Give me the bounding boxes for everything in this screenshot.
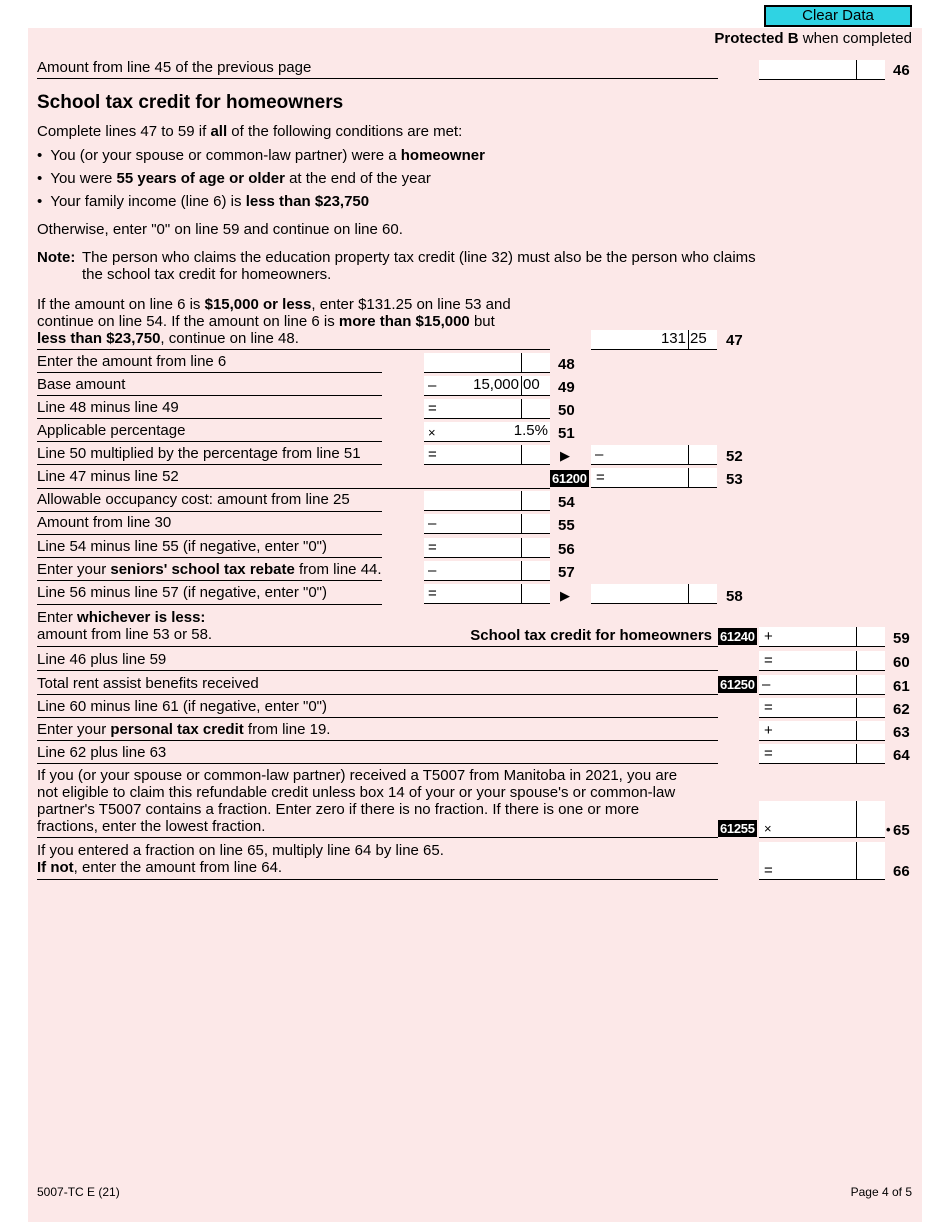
line63-label: Enter your personal tax credit from line 19. [37, 721, 331, 738]
line65-text-4: fractions, enter the lowest fraction. [37, 818, 266, 835]
line57-input[interactable] [424, 561, 550, 581]
line49-label: Base amount [37, 376, 126, 393]
line58-arrow: ▶ [560, 588, 570, 603]
line47-text-2: continue on line 54. If the amount on line 6 is more than $15,000 but [37, 313, 495, 330]
line59-operator: + [764, 628, 773, 645]
intro-text: Complete lines 47 to 59 if all of the following conditions are met: [37, 123, 463, 140]
line-number-55: 55 [558, 517, 575, 534]
page-number: Page 4 of 5 [850, 1185, 912, 1199]
line47-dollars: 131 [660, 330, 686, 347]
line59-code: 61240 [720, 629, 755, 644]
line-number-59: 59 [893, 630, 910, 647]
line57-operator: – [428, 562, 437, 579]
line52-input[interactable] [591, 445, 717, 465]
line-number-51: 51 [558, 425, 575, 442]
line59-title: School tax credit for homeowners [470, 627, 712, 644]
line65-text-3: partner's T5007 contains a fraction. Enter zero if there is no fraction. If there is one or more [37, 801, 640, 818]
line50-input[interactable] [424, 399, 550, 419]
line62-input[interactable] [759, 698, 885, 718]
line-number-54: 54 [558, 494, 575, 511]
line49-dollars: 15,000 [473, 376, 519, 393]
line52-calc-input[interactable] [424, 445, 550, 465]
line56-operator: = [428, 539, 437, 556]
line-number-49: 49 [558, 379, 575, 396]
line49-operator: – [428, 377, 437, 394]
clear-data-button[interactable]: Clear Data [764, 5, 912, 27]
line66-operator: = [764, 862, 773, 879]
line59-label-2: amount from line 53 or 58. [37, 626, 213, 643]
line48-input[interactable] [424, 353, 550, 373]
line61-operator: – [762, 676, 771, 693]
line63-input[interactable] [759, 721, 885, 741]
line58-operator: = [428, 585, 437, 602]
line59-label: Enter whichever is less: [37, 609, 206, 626]
line62-label: Line 60 minus line 61 (if negative, enter "0") [37, 698, 327, 715]
line66-text-2: If not, enter the amount from line 64. [37, 859, 283, 876]
line64-input[interactable] [759, 744, 885, 764]
line-number-65: 65 [893, 822, 910, 839]
line59-input[interactable] [759, 627, 885, 647]
line46-input[interactable] [759, 60, 885, 80]
line-number-64: 64 [893, 747, 910, 764]
line55-label: Amount from line 30 [37, 514, 172, 531]
line65-text-2: not eligible to claim this refundable credit unless box 14 of your or your spouse's or common-law [37, 784, 676, 801]
line64-label: Line 62 plus line 63 [37, 744, 167, 761]
line50-label: Line 48 minus line 49 [37, 399, 179, 416]
line-number-60: 60 [893, 654, 910, 671]
line-number-61: 61 [893, 678, 910, 695]
line65-code: 61255 [720, 821, 755, 836]
line49-cents: 00 [523, 376, 540, 393]
line52-arrow: ▶ [560, 448, 570, 463]
line-number-58: 58 [726, 588, 743, 605]
line-number-46: 46 [893, 62, 910, 79]
line-number-56: 56 [558, 541, 575, 558]
line54-label: Allowable occupancy cost: amount from line 25 [37, 491, 350, 508]
line-number-66: 66 [893, 863, 910, 880]
line55-input[interactable] [424, 514, 550, 534]
line47-text-1: If the amount on line 6 is $15,000 or less, enter $131.25 on line 53 and [37, 296, 511, 313]
line51-operator: × [428, 425, 436, 440]
line61-code: 61250 [720, 677, 755, 692]
line-number-62: 62 [893, 701, 910, 718]
line61-input[interactable] [759, 675, 885, 695]
line65-bullet: • [886, 822, 891, 837]
line60-input[interactable] [759, 651, 885, 671]
line52-operator-2: – [595, 446, 604, 463]
section-title: School tax credit for homeowners [37, 92, 344, 113]
line-number-57: 57 [558, 564, 575, 581]
line-number-63: 63 [893, 724, 910, 741]
line50-operator: = [428, 400, 437, 417]
line63-operator: + [764, 722, 773, 739]
condition-2: • You were 55 years of age or older at the end of the year [37, 170, 431, 187]
line52-operator: = [428, 446, 437, 463]
note-line-2: the school tax credit for homeowners. [82, 266, 332, 283]
line58-label: Line 56 minus line 57 (if negative, enter "0") [37, 584, 327, 601]
line-number-47: 47 [726, 332, 743, 349]
line65-input[interactable] [759, 801, 885, 838]
line60-label: Line 46 plus line 59 [37, 651, 167, 668]
line46-label: Amount from line 45 of the previous page [37, 59, 312, 76]
condition-3: • Your family income (line 6) is less than $23,750 [37, 193, 370, 210]
otherwise-text: Otherwise, enter "0" on line 59 and continue on line 60. [37, 221, 403, 238]
line65-text-1: If you (or your spouse or common-law partner) received a T5007 from Manitoba in 2021, you are [37, 767, 678, 784]
line60-operator: = [764, 652, 773, 669]
line66-text-1: If you entered a fraction on line 65, multiply line 64 by line 65. [37, 842, 444, 859]
line47-text-3: less than $23,750, continue on line 48. [37, 330, 299, 347]
form-id: 5007-TC E (21) [37, 1185, 120, 1199]
line58-calc-input[interactable] [424, 584, 550, 604]
line64-operator: = [764, 745, 773, 762]
line53-operator: = [596, 469, 605, 486]
line62-operator: = [764, 699, 773, 716]
note-line-1: The person who claims the education property tax credit (line 32) must also be the person who claims [82, 249, 756, 266]
line53-code: 61200 [552, 471, 587, 486]
line66-input[interactable] [759, 842, 885, 880]
line-number-52: 52 [726, 448, 743, 465]
line51-value: 1.5% [513, 422, 548, 439]
line47-cents: 25 [690, 330, 707, 347]
line55-operator: – [428, 515, 437, 532]
line-number-48: 48 [558, 356, 575, 373]
line61-label: Total rent assist benefits received [37, 675, 259, 692]
line52-label: Line 50 multiplied by the percentage from line 51 [37, 445, 361, 462]
line53-input[interactable] [591, 468, 717, 488]
line65-operator: × [764, 821, 772, 836]
line54-input[interactable] [424, 491, 550, 511]
line56-input[interactable] [424, 538, 550, 558]
line53-label: Line 47 minus line 52 [37, 468, 179, 485]
note-label: Note: [37, 249, 76, 266]
line56-label: Line 54 minus line 55 (if negative, enter "0") [37, 538, 327, 555]
line-number-50: 50 [558, 402, 575, 419]
protected-notice: Protected B when completed [714, 30, 912, 47]
line58-input[interactable] [591, 584, 717, 604]
line57-label: Enter your seniors' school tax rebate from line 44. [37, 561, 382, 578]
line51-label: Applicable percentage [37, 422, 186, 439]
line48-label: Enter the amount from line 6 [37, 353, 227, 370]
line-number-53: 53 [726, 471, 743, 488]
condition-1: • You (or your spouse or common-law partner) were a homeowner [37, 147, 485, 164]
